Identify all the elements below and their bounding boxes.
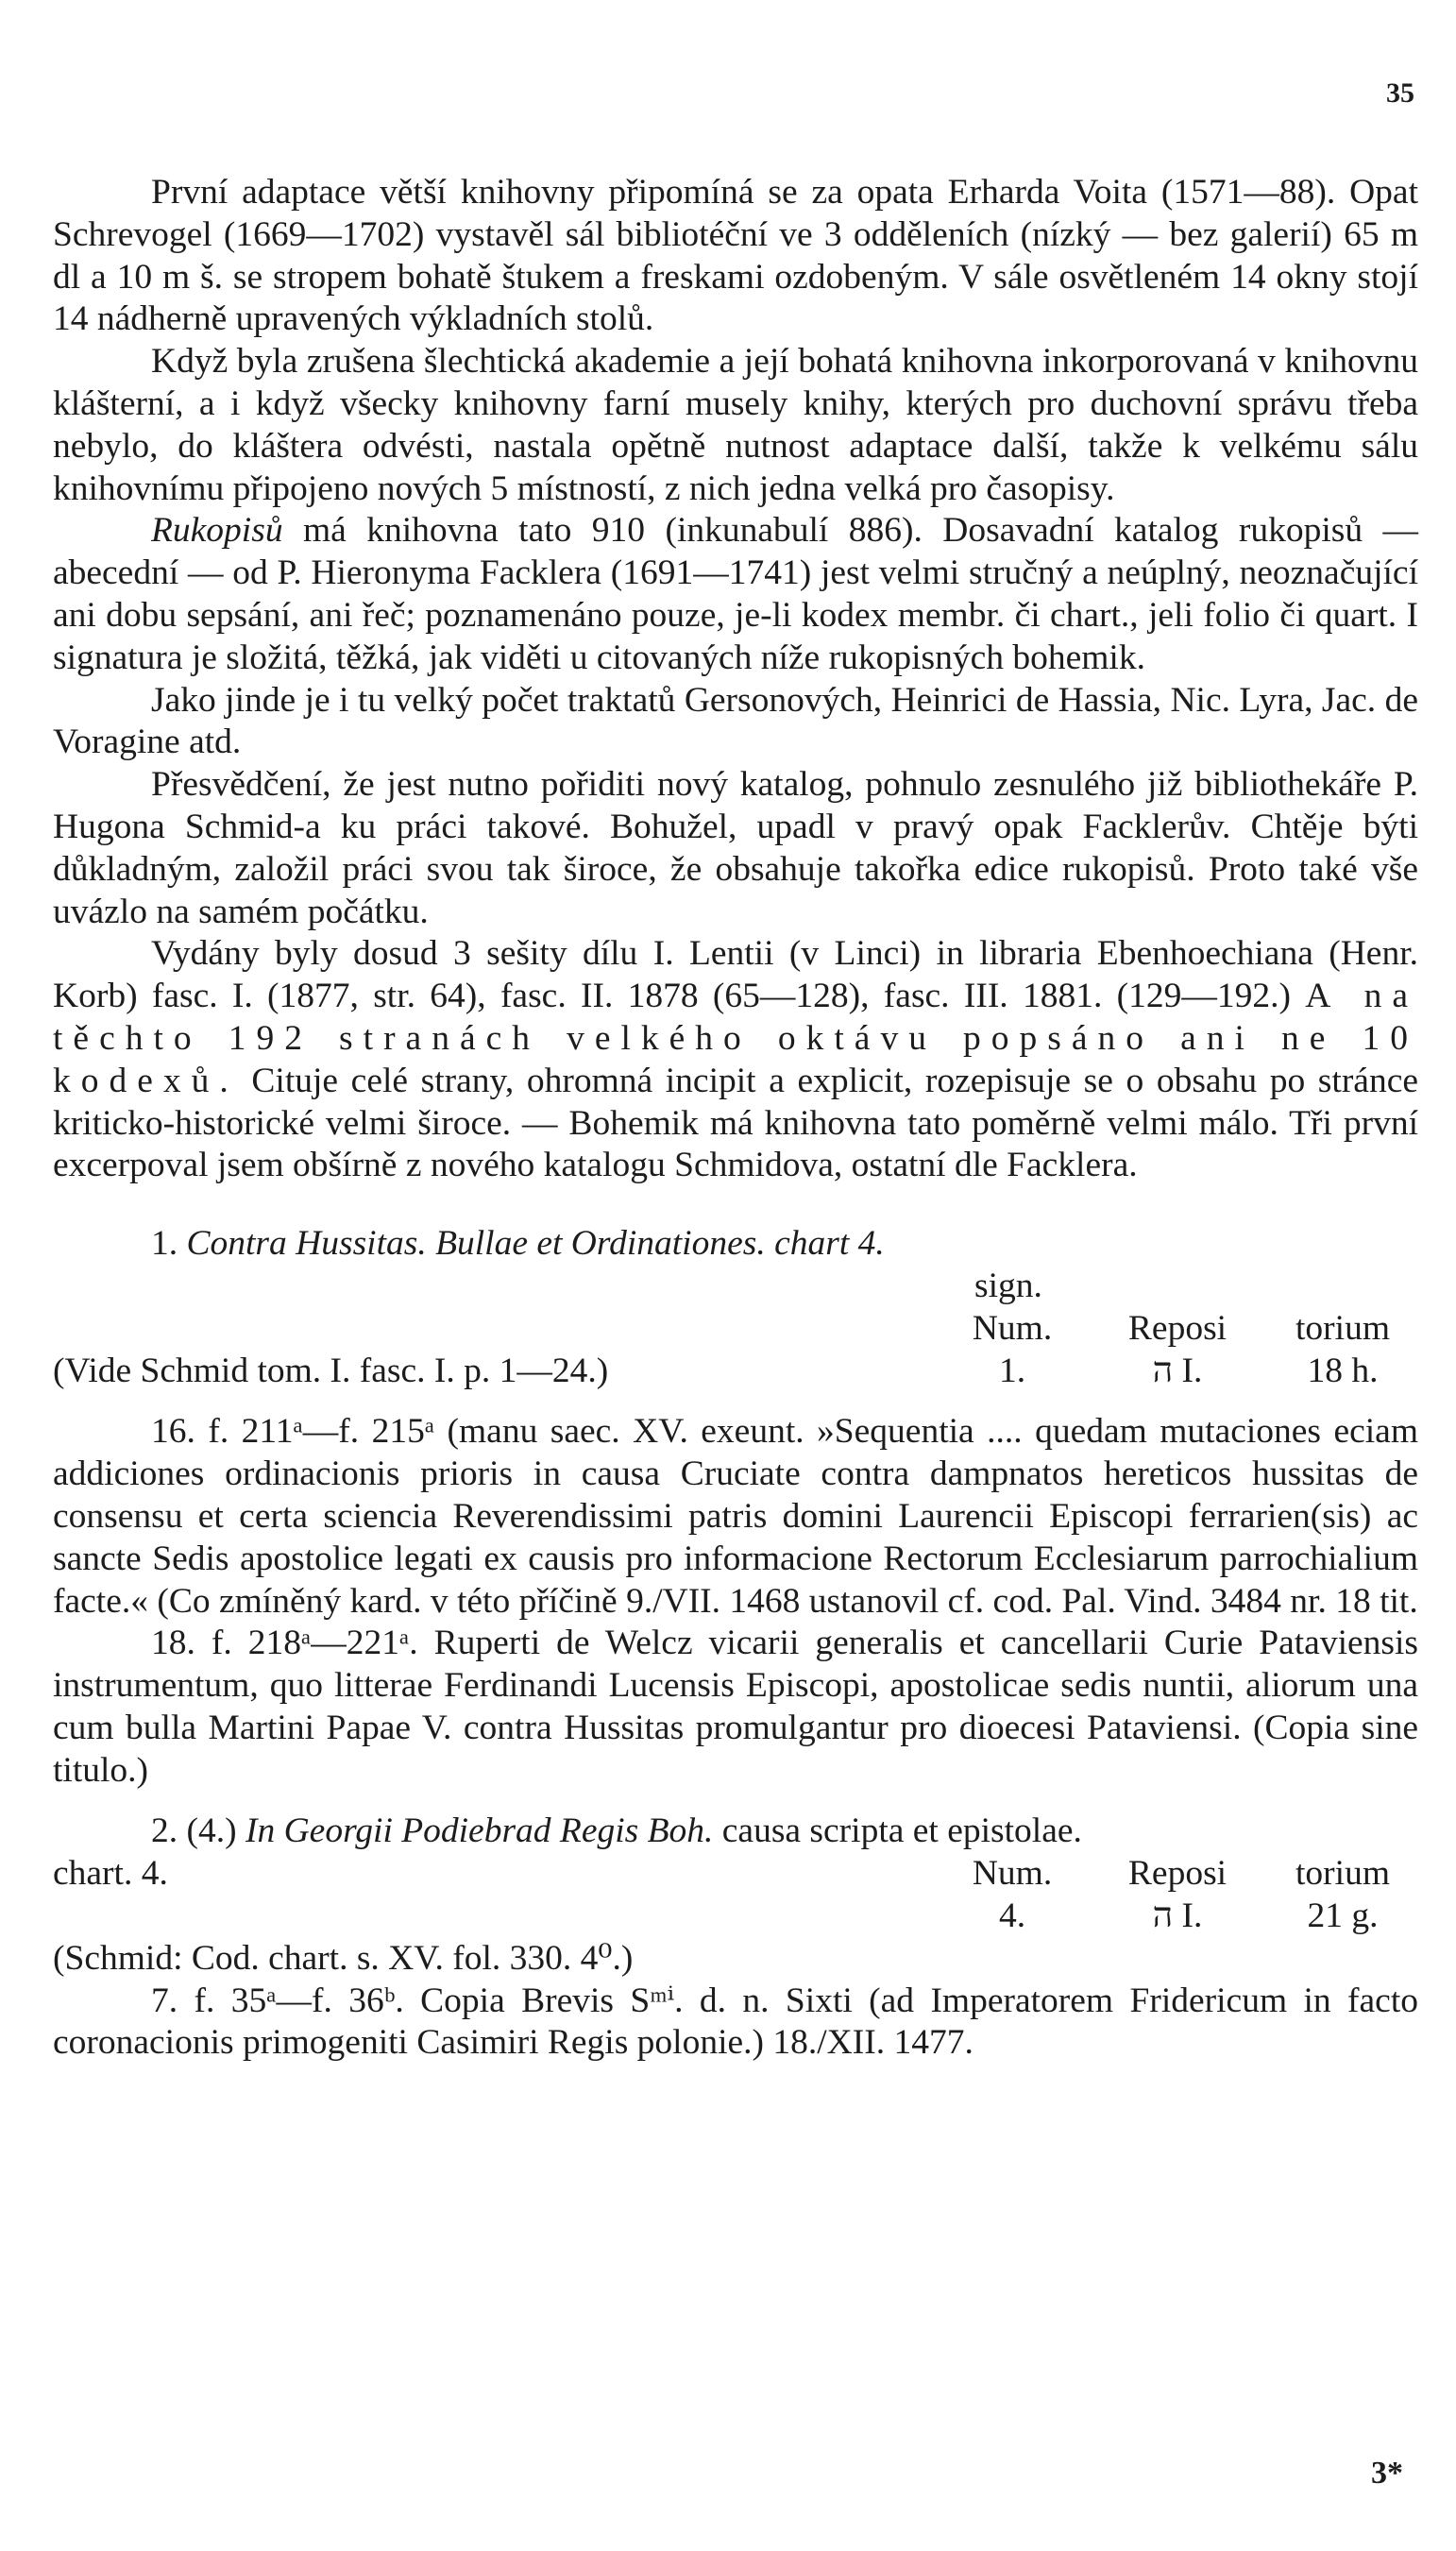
entry-1-sign-label-row <box>53 1266 1418 1308</box>
entry-2-value-num: 4. <box>998 1896 1026 1936</box>
entry-1-item-16: 16. f. 211ᵃ—f. 215ᵃ (manu saec. XV. exeunt. »Sequentia .... quedam mutaciones eciam addiciones ordinacionis prioris in causa Cruciate contra dampnatos hereticos hussitas de consensu et certa sciencia Reverendissimi patris domini Laurencii Episcopi ferrarien(sis) ac sancte Sedis apostolice legati ex causis pro informacione Rectorum Ecclesiarum parrochialium facte.« (Co zmíněný kard. v této příčině 9./VII. 1468 ustanovil cf. cod. Pal. Vind. 3484 nr. 18 tit. <box>53 1412 1418 1621</box>
entry-1-title-text: Contra Hussitas. Bullae et Ordinationes. chart 4. <box>186 1224 885 1264</box>
entry-1-item-18: 18. f. 218ᵃ—221ᵃ. Ruperti de Welcz vicarii generalis et cancellarii Curie Pataviensis instrumentum, quo litterae Ferdinandi Lucensis Episcopi, apostolicae sedis nuntii, aliorum una cum bulla Martini Papae V. contra Hussitas promulgantur pro dioecesi Pataviensi. (Copia sine titulo.) <box>53 1624 1418 1790</box>
entry-2-title <box>53 1811 1418 1853</box>
entry-2-chart: chart. 4. <box>53 1854 168 1894</box>
entry-2-number: 2. (4.) <box>151 1811 245 1851</box>
entry-2-title-rest: causa scripta et epistolae. <box>713 1811 1082 1851</box>
entry-1-title <box>53 1223 1418 1266</box>
entry-1-value-reposi: ה I. <box>1152 1351 1203 1390</box>
entry-1-values <box>937 1351 1418 1393</box>
entry-2 <box>53 1811 1418 2065</box>
entry-2-header-torium: torium <box>1295 1854 1390 1894</box>
entry-2-value-torium: 21 g. <box>1307 1896 1379 1936</box>
entry-2-header-num: Num. <box>972 1854 1053 1894</box>
published-after: Cituje celé strany, ohromná incipit a explicit, rozepisuje se o obsahu po stránce kriticko-historické velmi široce. — Bohemik má knihovna tato poměrně velmi málo. Tři první excerpoval jsem obšírně z nového katalogu Schmidova, ostatní dle Facklera. <box>53 1061 1418 1185</box>
manuscripts-text: má knihovna tato 910 (inkunabulí 886). Dosavadní katalog rukopisů — abecední — od P. Hieronyma Facklera (1691—1741) jest velmi stručný a neúplný, neoznačující ani dobu sepsání, ani řeč; poznamenáno pouze, je-li kodex membr. či chart., jeli folio či quart. I signatura je složitá, těžká, jak viděti u citovaných níže rukopisných bohemik. <box>53 511 1418 677</box>
entry-2-title-text: In Georgii Podiebrad Regis Boh. <box>245 1811 714 1851</box>
entry-1-value-torium: 18 h. <box>1307 1351 1379 1390</box>
paragraph-academy: Když byla zrušena šlechtická akademie a její bohatá knihovna inkorporovaná v knihovnu klášterní, a i když všecky knihovny farní musely knihy, kterých pro duchovní správu třeba nebylo, do kláštera odvésti, nastala opětně nutnost adaptace další, takže k velkému sálu knihovnímu připojeno nových 5 místností, z nich jedna velká pro časopisy. <box>53 342 1418 508</box>
entry-1-headers <box>53 1308 1418 1351</box>
page-number: 35 <box>1386 77 1414 109</box>
entry-1 <box>53 1223 1418 1392</box>
main-text <box>53 172 1418 2065</box>
manuscripts-lead: Rukopisů <box>151 511 283 551</box>
entry-1-header-num: Num. <box>972 1308 1053 1348</box>
entry-2-chart-row <box>53 1853 1418 1896</box>
paragraph-published <box>53 933 1418 1187</box>
entry-1-number: 1. <box>151 1224 187 1264</box>
entry-1-vide-row <box>53 1351 1418 1393</box>
entry-1-header-reposi: Reposi <box>1127 1308 1227 1348</box>
entry-2-item-7: 7. f. 35ᵃ—f. 36ᵇ. Copia Brevis Sᵐⁱ. d. n. Sixti (ad Imperatorem Fridericum in facto coronacionis primogeniti Casimiri Regis polonie.) 18./XII. 1477. <box>53 1981 1418 2063</box>
entry-2-value-reposi: ה I. <box>1152 1896 1203 1936</box>
paragraph-library-adaptation: První adaptace větší knihovny připomíná se za opata Erharda Voita (1571—88). Opat Schrevogel (1669—1702) vystavěl sál bibliotéční ve 3 odděleních (nízký — bez galerií) 65 m dl a 10 m š. se stropem bohatě štukem a freskami ozdobeným. V sále osvětleném 14 okny stojí 14 nádherně upravených výkladních stolů. <box>53 173 1418 339</box>
entry-1-value-num: 1. <box>998 1351 1026 1390</box>
paragraph-gerson: Jako jinde je i tu velký počet traktatů Gersonových, Heinrici de Hassia, Nic. Lyra, Jac. de Voragine atd. <box>53 680 1418 762</box>
entry-1-sign-label: sign. <box>974 1266 1042 1305</box>
entry-1-vide: (Vide Schmid tom. I. fasc. I. p. 1—24.) <box>53 1351 609 1390</box>
signature-mark: 3* <box>1371 2456 1403 2491</box>
paragraph-new-catalog: Přesvědčení, že jest nutno pořiditi nový katalog, pohnulo zesnulého již bibliothekáře P. Hugona Schmid-a ku práci takové. Bohužel, upadl v pravý opak Facklerův. Chtěje býti důkladným, založil práci svou tak široce, že obsahuje takořka edice rukopisů. Proto také vše uvázlo na samém počátku. <box>53 765 1418 931</box>
published-spaced: A na těchto 192 stranách velkého oktávu popsáno ani ne 10 kodexů. <box>53 977 1418 1100</box>
entry-2-schmid: (Schmid: Cod. chart. s. XV. fol. 330. 4⁰.) <box>53 1938 634 1978</box>
published-before: Vydány byly dosud 3 sešity dílu I. Lentii (v Linci) in libraria Ebenhoechiana (Henr. Korb) fasc. I. (1877, str. 64), fasc. II. 1878 (65—128), fasc. III. 1881. (129—192.) <box>53 934 1418 1016</box>
entry-2-headers <box>937 1853 1418 1896</box>
paragraph-manuscripts <box>53 510 1418 679</box>
entry-2-values <box>53 1896 1418 1938</box>
entry-1-header-torium: torium <box>1295 1308 1390 1348</box>
entry-2-header-reposi: Reposi <box>1127 1854 1227 1894</box>
